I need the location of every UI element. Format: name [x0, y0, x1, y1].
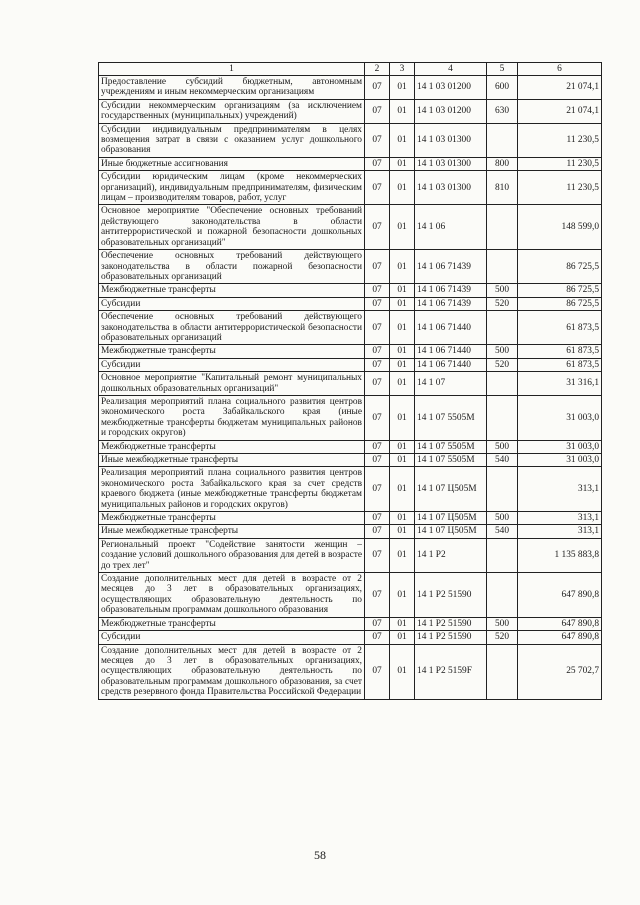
table-row: [99, 525, 602, 538]
row-subsection-cell: 01: [390, 525, 415, 538]
row-target-code-cell: 14 1 06 71439: [415, 284, 487, 297]
table-row: [99, 617, 602, 630]
row-amount-cell: 21 074,1: [518, 99, 602, 123]
row-subsection-cell: 01: [390, 205, 415, 250]
row-target-code-cell: 14 1 03 01300: [415, 171, 487, 205]
row-name-cell: Основное мероприятие "Обеспечение основных требований действующего законодательства в области антитеррористической и пожарной безопасности дошкольных образовательных организаций": [99, 205, 365, 250]
table-row: [99, 284, 602, 297]
row-amount-cell: 31 316,1: [518, 372, 602, 396]
table-row: [99, 297, 602, 310]
row-name-cell: Субсидии: [99, 297, 365, 310]
table-row: [99, 440, 602, 453]
row-expense-type-cell: 810: [487, 171, 518, 205]
row-subsection-cell: 01: [390, 250, 415, 284]
row-subsection-cell: 01: [390, 538, 415, 572]
row-target-code-cell: 14 1 Р2 51590: [415, 573, 487, 618]
row-expense-type-cell: 800: [487, 157, 518, 170]
table-body: [99, 76, 602, 700]
table-row: [99, 631, 602, 644]
row-subsection-cell: 01: [390, 345, 415, 358]
budget-table: [98, 62, 602, 700]
row-section-cell: 07: [365, 467, 390, 512]
row-name-cell: Иные межбюджетные трансферты: [99, 525, 365, 538]
row-section-cell: 07: [365, 311, 390, 345]
row-section-cell: 07: [365, 454, 390, 467]
row-subsection-cell: 01: [390, 372, 415, 396]
row-name-cell: Создание дополнительных мест для детей в возрасте от 2 месяцев до 3 лет в образовательных организациях, осуществляющих образовательную деятельность по образовательным программам дошкольного образования: [99, 573, 365, 618]
row-target-code-cell: 14 1 03 01300: [415, 123, 487, 157]
row-target-code-cell: 14 1 03 01200: [415, 99, 487, 123]
row-expense-type-cell: 500: [487, 440, 518, 453]
row-target-code-cell: 14 1 06 71439: [415, 250, 487, 284]
row-expense-type-cell: 540: [487, 454, 518, 467]
row-section-cell: 07: [365, 631, 390, 644]
row-name-cell: Предоставление субсидий бюджетным, автономным учреждениям и иным некоммерческим организациям: [99, 76, 365, 100]
column-header-5: 5: [487, 63, 518, 76]
row-target-code-cell: 14 1 Р2: [415, 538, 487, 572]
row-target-code-cell: 14 1 03 01200: [415, 76, 487, 100]
row-section-cell: 07: [365, 250, 390, 284]
row-target-code-cell: 14 1 07 5505М: [415, 440, 487, 453]
row-expense-type-cell: 500: [487, 345, 518, 358]
row-amount-cell: 1 135 883,8: [518, 538, 602, 572]
row-subsection-cell: 01: [390, 284, 415, 297]
row-expense-type-cell: [487, 205, 518, 250]
row-expense-type-cell: 500: [487, 512, 518, 525]
row-expense-type-cell: 630: [487, 99, 518, 123]
row-amount-cell: 25 702,7: [518, 644, 602, 699]
row-target-code-cell: 14 1 07 5505М: [415, 395, 487, 440]
row-amount-cell: 11 230,5: [518, 157, 602, 170]
row-expense-type-cell: 520: [487, 297, 518, 310]
column-header-6: 6: [518, 63, 602, 76]
row-amount-cell: 61 873,5: [518, 358, 602, 371]
row-name-cell: Субсидии индивидуальным предпринимателям в целях возмещения затрат в связи с оказанием услуг дошкольного образования: [99, 123, 365, 157]
row-subsection-cell: 01: [390, 454, 415, 467]
row-expense-type-cell: 540: [487, 525, 518, 538]
row-amount-cell: 31 003,0: [518, 440, 602, 453]
row-target-code-cell: 14 1 07 Ц505М: [415, 525, 487, 538]
row-target-code-cell: 14 1 06 71440: [415, 345, 487, 358]
row-section-cell: 07: [365, 538, 390, 572]
table-header-row: [99, 63, 602, 76]
row-target-code-cell: 14 1 07 Ц505М: [415, 512, 487, 525]
row-target-code-cell: 14 1 Р2 5159F: [415, 644, 487, 699]
row-name-cell: Иные бюджетные ассигнования: [99, 157, 365, 170]
table-row: [99, 311, 602, 345]
column-header-3: 3: [390, 63, 415, 76]
row-target-code-cell: 14 1 06 71439: [415, 297, 487, 310]
row-name-cell: Субсидии: [99, 631, 365, 644]
table-row: [99, 573, 602, 618]
row-amount-cell: 313,1: [518, 467, 602, 512]
row-section-cell: 07: [365, 644, 390, 699]
table-row: [99, 76, 602, 100]
row-subsection-cell: 01: [390, 512, 415, 525]
row-expense-type-cell: [487, 250, 518, 284]
row-section-cell: 07: [365, 512, 390, 525]
row-expense-type-cell: [487, 573, 518, 618]
row-section-cell: 07: [365, 440, 390, 453]
row-subsection-cell: 01: [390, 123, 415, 157]
table-row: [99, 358, 602, 371]
row-subsection-cell: 01: [390, 358, 415, 371]
column-header-1: 1: [99, 63, 365, 76]
row-amount-cell: 86 725,5: [518, 250, 602, 284]
row-name-cell: Субсидии некоммерческим организациям (за исключением государственных (муниципальных) учреждений): [99, 99, 365, 123]
row-amount-cell: 31 003,0: [518, 454, 602, 467]
row-target-code-cell: 14 1 Р2 51590: [415, 631, 487, 644]
row-expense-type-cell: [487, 372, 518, 396]
row-name-cell: Обеспечение основных требований действующего законодательства в области пожарной безопасности образовательных организаций: [99, 250, 365, 284]
row-name-cell: Субсидии: [99, 358, 365, 371]
row-expense-type-cell: [487, 395, 518, 440]
table-row: [99, 205, 602, 250]
row-subsection-cell: 01: [390, 395, 415, 440]
row-section-cell: 07: [365, 372, 390, 396]
row-target-code-cell: 14 1 03 01300: [415, 157, 487, 170]
table-row: [99, 395, 602, 440]
row-amount-cell: 11 230,5: [518, 123, 602, 157]
table-row: [99, 99, 602, 123]
row-name-cell: Создание дополнительных мест для детей в возрасте от 2 месяцев до 3 лет в образовательных организациях, осуществляющих образовательную деятельность по образовательным программам дошкольного образования, за счет средств резервного фонда Правительства Российской Федерации: [99, 644, 365, 699]
row-name-cell: Межбюджетные трансферты: [99, 284, 365, 297]
row-expense-type-cell: 520: [487, 358, 518, 371]
table-row: [99, 467, 602, 512]
table-row: [99, 538, 602, 572]
row-amount-cell: 86 725,5: [518, 284, 602, 297]
row-section-cell: 07: [365, 395, 390, 440]
row-section-cell: 07: [365, 525, 390, 538]
row-amount-cell: 31 003,0: [518, 395, 602, 440]
row-section-cell: 07: [365, 617, 390, 630]
row-expense-type-cell: 500: [487, 284, 518, 297]
row-subsection-cell: 01: [390, 631, 415, 644]
row-amount-cell: 11 230,5: [518, 171, 602, 205]
row-target-code-cell: 14 1 Р2 51590: [415, 617, 487, 630]
row-amount-cell: 647 890,8: [518, 617, 602, 630]
row-name-cell: Основное мероприятие "Капитальный ремонт муниципальных дошкольных образовательных организаций": [99, 372, 365, 396]
row-amount-cell: 313,1: [518, 512, 602, 525]
row-amount-cell: 313,1: [518, 525, 602, 538]
row-expense-type-cell: [487, 311, 518, 345]
row-expense-type-cell: 600: [487, 76, 518, 100]
row-section-cell: 07: [365, 297, 390, 310]
row-section-cell: 07: [365, 99, 390, 123]
row-name-cell: Межбюджетные трансферты: [99, 440, 365, 453]
table-row: [99, 157, 602, 170]
row-name-cell: Субсидии юридическим лицам (кроме некоммерческих организаций), индивидуальным предпринимателям, физическим лицам – производителям товаров, работ, услуг: [99, 171, 365, 205]
table-row: [99, 512, 602, 525]
row-subsection-cell: 01: [390, 644, 415, 699]
row-section-cell: 07: [365, 284, 390, 297]
table-row: [99, 123, 602, 157]
row-section-cell: 07: [365, 358, 390, 371]
row-name-cell: Реализация мероприятий плана социального развития центров экономического роста Забайкальского края за счет средств краевого бюджета (иные межбюджетные трансферты бюджетам муниципальных районов и городских округов): [99, 467, 365, 512]
row-expense-type-cell: [487, 467, 518, 512]
row-name-cell: Обеспечение основных требований действующего законодательства в области антитеррористической безопасности образовательных организаций: [99, 311, 365, 345]
row-name-cell: Межбюджетные трансферты: [99, 617, 365, 630]
row-name-cell: Межбюджетные трансферты: [99, 512, 365, 525]
row-amount-cell: 21 074,1: [518, 76, 602, 100]
row-expense-type-cell: 520: [487, 631, 518, 644]
row-subsection-cell: 01: [390, 297, 415, 310]
row-name-cell: Иные межбюджетные трансферты: [99, 454, 365, 467]
row-subsection-cell: 01: [390, 440, 415, 453]
table-row: [99, 454, 602, 467]
page-number: 58: [314, 848, 326, 862]
row-expense-type-cell: [487, 123, 518, 157]
row-amount-cell: 647 890,8: [518, 573, 602, 618]
row-target-code-cell: 14 1 06 71440: [415, 311, 487, 345]
row-subsection-cell: 01: [390, 99, 415, 123]
row-target-code-cell: 14 1 07 Ц505М: [415, 467, 487, 512]
row-subsection-cell: 01: [390, 573, 415, 618]
row-section-cell: 07: [365, 123, 390, 157]
row-subsection-cell: 01: [390, 157, 415, 170]
table-row: [99, 250, 602, 284]
row-target-code-cell: 14 1 07: [415, 372, 487, 396]
row-section-cell: 07: [365, 205, 390, 250]
row-target-code-cell: 14 1 06: [415, 205, 487, 250]
row-amount-cell: 61 873,5: [518, 345, 602, 358]
row-subsection-cell: 01: [390, 617, 415, 630]
row-section-cell: 07: [365, 345, 390, 358]
table-row: [99, 345, 602, 358]
row-subsection-cell: 01: [390, 171, 415, 205]
row-amount-cell: 61 873,5: [518, 311, 602, 345]
row-section-cell: 07: [365, 573, 390, 618]
row-name-cell: Реализация мероприятий плана социального развития центров экономического роста Забайкальского края (иные межбюджетные трансферты бюджетам муниципальных районов и городских округов): [99, 395, 365, 440]
column-header-2: 2: [365, 63, 390, 76]
row-expense-type-cell: [487, 538, 518, 572]
row-target-code-cell: 14 1 06 71440: [415, 358, 487, 371]
row-section-cell: 07: [365, 157, 390, 170]
row-section-cell: 07: [365, 171, 390, 205]
row-target-code-cell: 14 1 07 5505М: [415, 454, 487, 467]
row-subsection-cell: 01: [390, 311, 415, 345]
column-header-4: 4: [415, 63, 487, 76]
row-subsection-cell: 01: [390, 467, 415, 512]
row-amount-cell: 647 890,8: [518, 631, 602, 644]
row-section-cell: 07: [365, 76, 390, 100]
row-expense-type-cell: [487, 644, 518, 699]
table-row: [99, 372, 602, 396]
row-expense-type-cell: 500: [487, 617, 518, 630]
row-amount-cell: 148 599,0: [518, 205, 602, 250]
row-name-cell: Межбюджетные трансферты: [99, 345, 365, 358]
table-row: [99, 171, 602, 205]
row-name-cell: Региональный проект "Содействие занятости женщин – создание условий дошкольного образования для детей в возрасте до трех лет": [99, 538, 365, 572]
row-amount-cell: 86 725,5: [518, 297, 602, 310]
row-subsection-cell: 01: [390, 76, 415, 100]
table-row: [99, 644, 602, 699]
